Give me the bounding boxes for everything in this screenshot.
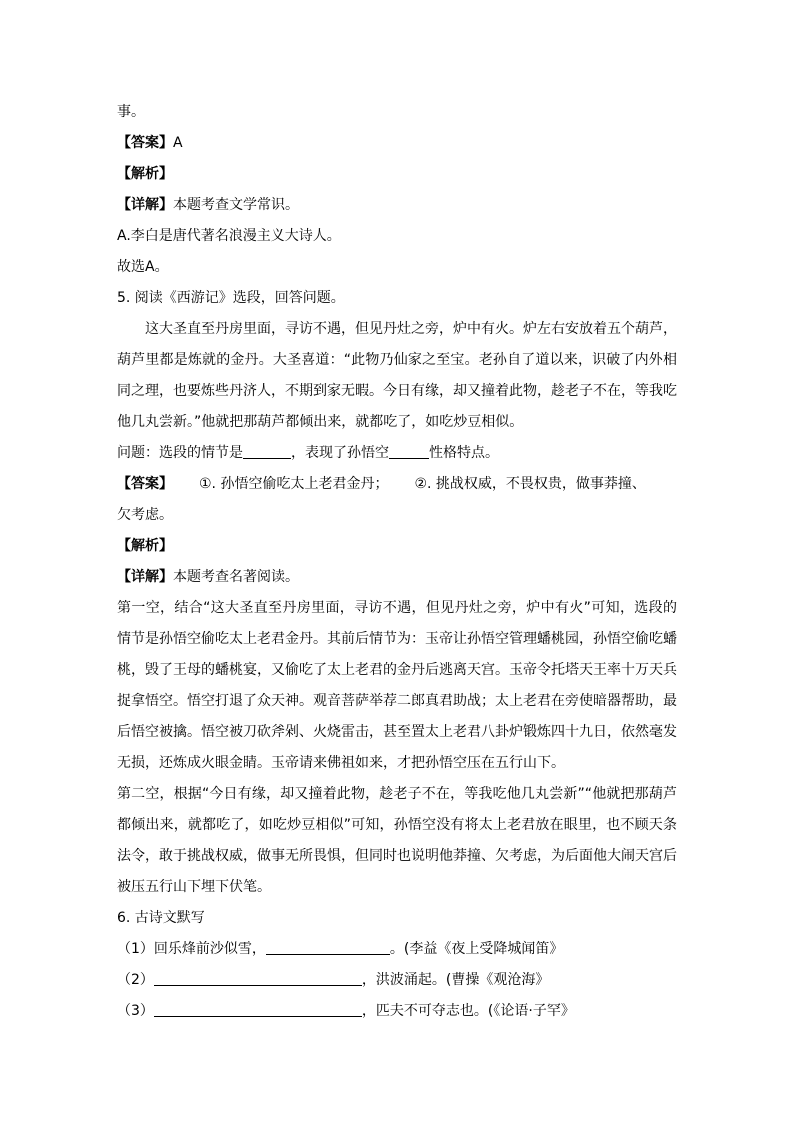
answer-part-1: ①. 孙悟空偷吃太上老君金丹； bbox=[199, 476, 389, 492]
question-5-title: 5. 阅读《西游记》选段，回答问题。 bbox=[117, 290, 345, 306]
prompt-text-b: ，表现了孙悟空 bbox=[291, 445, 389, 461]
question-6-item-1 bbox=[117, 934, 677, 965]
item-text-b: ，洪波涌起。(曹操《观沧海》 bbox=[361, 972, 550, 988]
question-6-item-3 bbox=[117, 996, 677, 1027]
answer-blank[interactable] bbox=[154, 1001, 362, 1017]
prompt-text-a: 问题：选段的情节是 bbox=[117, 445, 243, 461]
answer-blank[interactable] bbox=[266, 939, 390, 955]
detail-line bbox=[117, 562, 677, 593]
document-content bbox=[117, 97, 677, 1027]
item-text-a: （1）回乐烽前沙似雪， bbox=[117, 941, 266, 957]
analysis-label: 【解析】 bbox=[117, 538, 173, 554]
answer-label: 【答案】 bbox=[117, 135, 173, 151]
answer-blank[interactable] bbox=[389, 443, 429, 459]
prompt-text-c: 性格特点。 bbox=[429, 445, 499, 461]
question-6-title: 6. 古诗文默写 bbox=[117, 910, 205, 926]
question-5-prompt bbox=[117, 438, 677, 469]
answer-part-2: ②. 挑战权威，不畏权贵，做事莽撞、 bbox=[414, 476, 646, 492]
answer-value: A bbox=[173, 135, 183, 151]
analysis-label: 【解析】 bbox=[117, 166, 173, 182]
answer-blank[interactable] bbox=[154, 970, 362, 986]
item-text-a: （3） bbox=[117, 1003, 154, 1019]
text-line: 事。 bbox=[117, 104, 145, 120]
item-text-b: ，匹夫不可夺志也。(《论语·子罕》 bbox=[361, 1003, 575, 1019]
answer-line bbox=[117, 128, 677, 159]
answer-blank[interactable] bbox=[243, 443, 291, 459]
item-text-a: （2） bbox=[117, 972, 154, 988]
item-text-b: 。(李益《夜上受降城闻笛》 bbox=[389, 941, 564, 957]
question-6-item-2 bbox=[117, 965, 677, 996]
answer-continuation: 欠考虑。 bbox=[117, 507, 173, 523]
detail-label: 【详解】 bbox=[117, 569, 173, 585]
choose-line: 故选A。 bbox=[117, 259, 169, 275]
explanation-paragraph-2: 第二空，根据“今日有缘，却又撞着此物，趁老子不在，等我吃他几丸尝新”“他就把那葫芦都倾出来，就都吃了，如吃炒豆相似”可知，孙悟空没有将太上老君放在眼里，也不顾天条法令，敢于挑战权威，做事无所畏惧，但同时也说明他莽撞、欠考虑，为后面他大闹天宫后被压五行山下埋下伏笔。 bbox=[117, 786, 677, 895]
option-a-line: A.李白是唐代著名浪漫主义大诗人。 bbox=[117, 228, 341, 244]
detail-text: 本题考查文学常识。 bbox=[173, 197, 299, 213]
answer-line bbox=[117, 469, 677, 500]
question-5-passage: 这大圣直至丹房里面，寻访不遇，但见丹灶之旁，炉中有火。炉左右安放着五个葫芦，葫芦里都是炼就的金丹。大圣喜道：“此物乃仙家之至宝。老孙自了道以来，识破了内外相同之理，也要炼些丹济人，不期到家无暇。今日有缘，却又撞着此物，趁老子不在，等我吃他几丸尝新。”他就把那葫芦都倾出来，就都吃了，如吃炒豆相似。 bbox=[117, 321, 677, 430]
detail-label: 【详解】 bbox=[117, 197, 173, 213]
explanation-paragraph-1: 第一空，结合“这大圣直至丹房里面，寻访不遇，但见丹灶之旁，炉中有火”可知，选段的情节是孙悟空偷吃太上老君金丹。其前后情节为：玉帝让孙悟空管理蟠桃园，孙悟空偷吃蟠桃，毁了王母的蟠桃宴，又偷吃了太上老君的金丹后逃离天宫。玉帝令托塔天王率十万天兵捉拿悟空。悟空打退了众天神。观音菩萨举荐二郎真君助战；太上老君在旁使暗器帮助，最后悟空被擒。悟空被刀砍斧剁、火烧雷击，甚至置太上老君八卦炉锻炼四十九日，依然毫发无损，还炼成火眼金睛。玉帝请来佛祖如来，才把孙悟空压在五行山下。 bbox=[117, 600, 677, 771]
answer-label: 【答案】 bbox=[117, 476, 173, 492]
detail-line bbox=[117, 190, 677, 221]
detail-text: 本题考查名著阅读。 bbox=[173, 569, 299, 585]
